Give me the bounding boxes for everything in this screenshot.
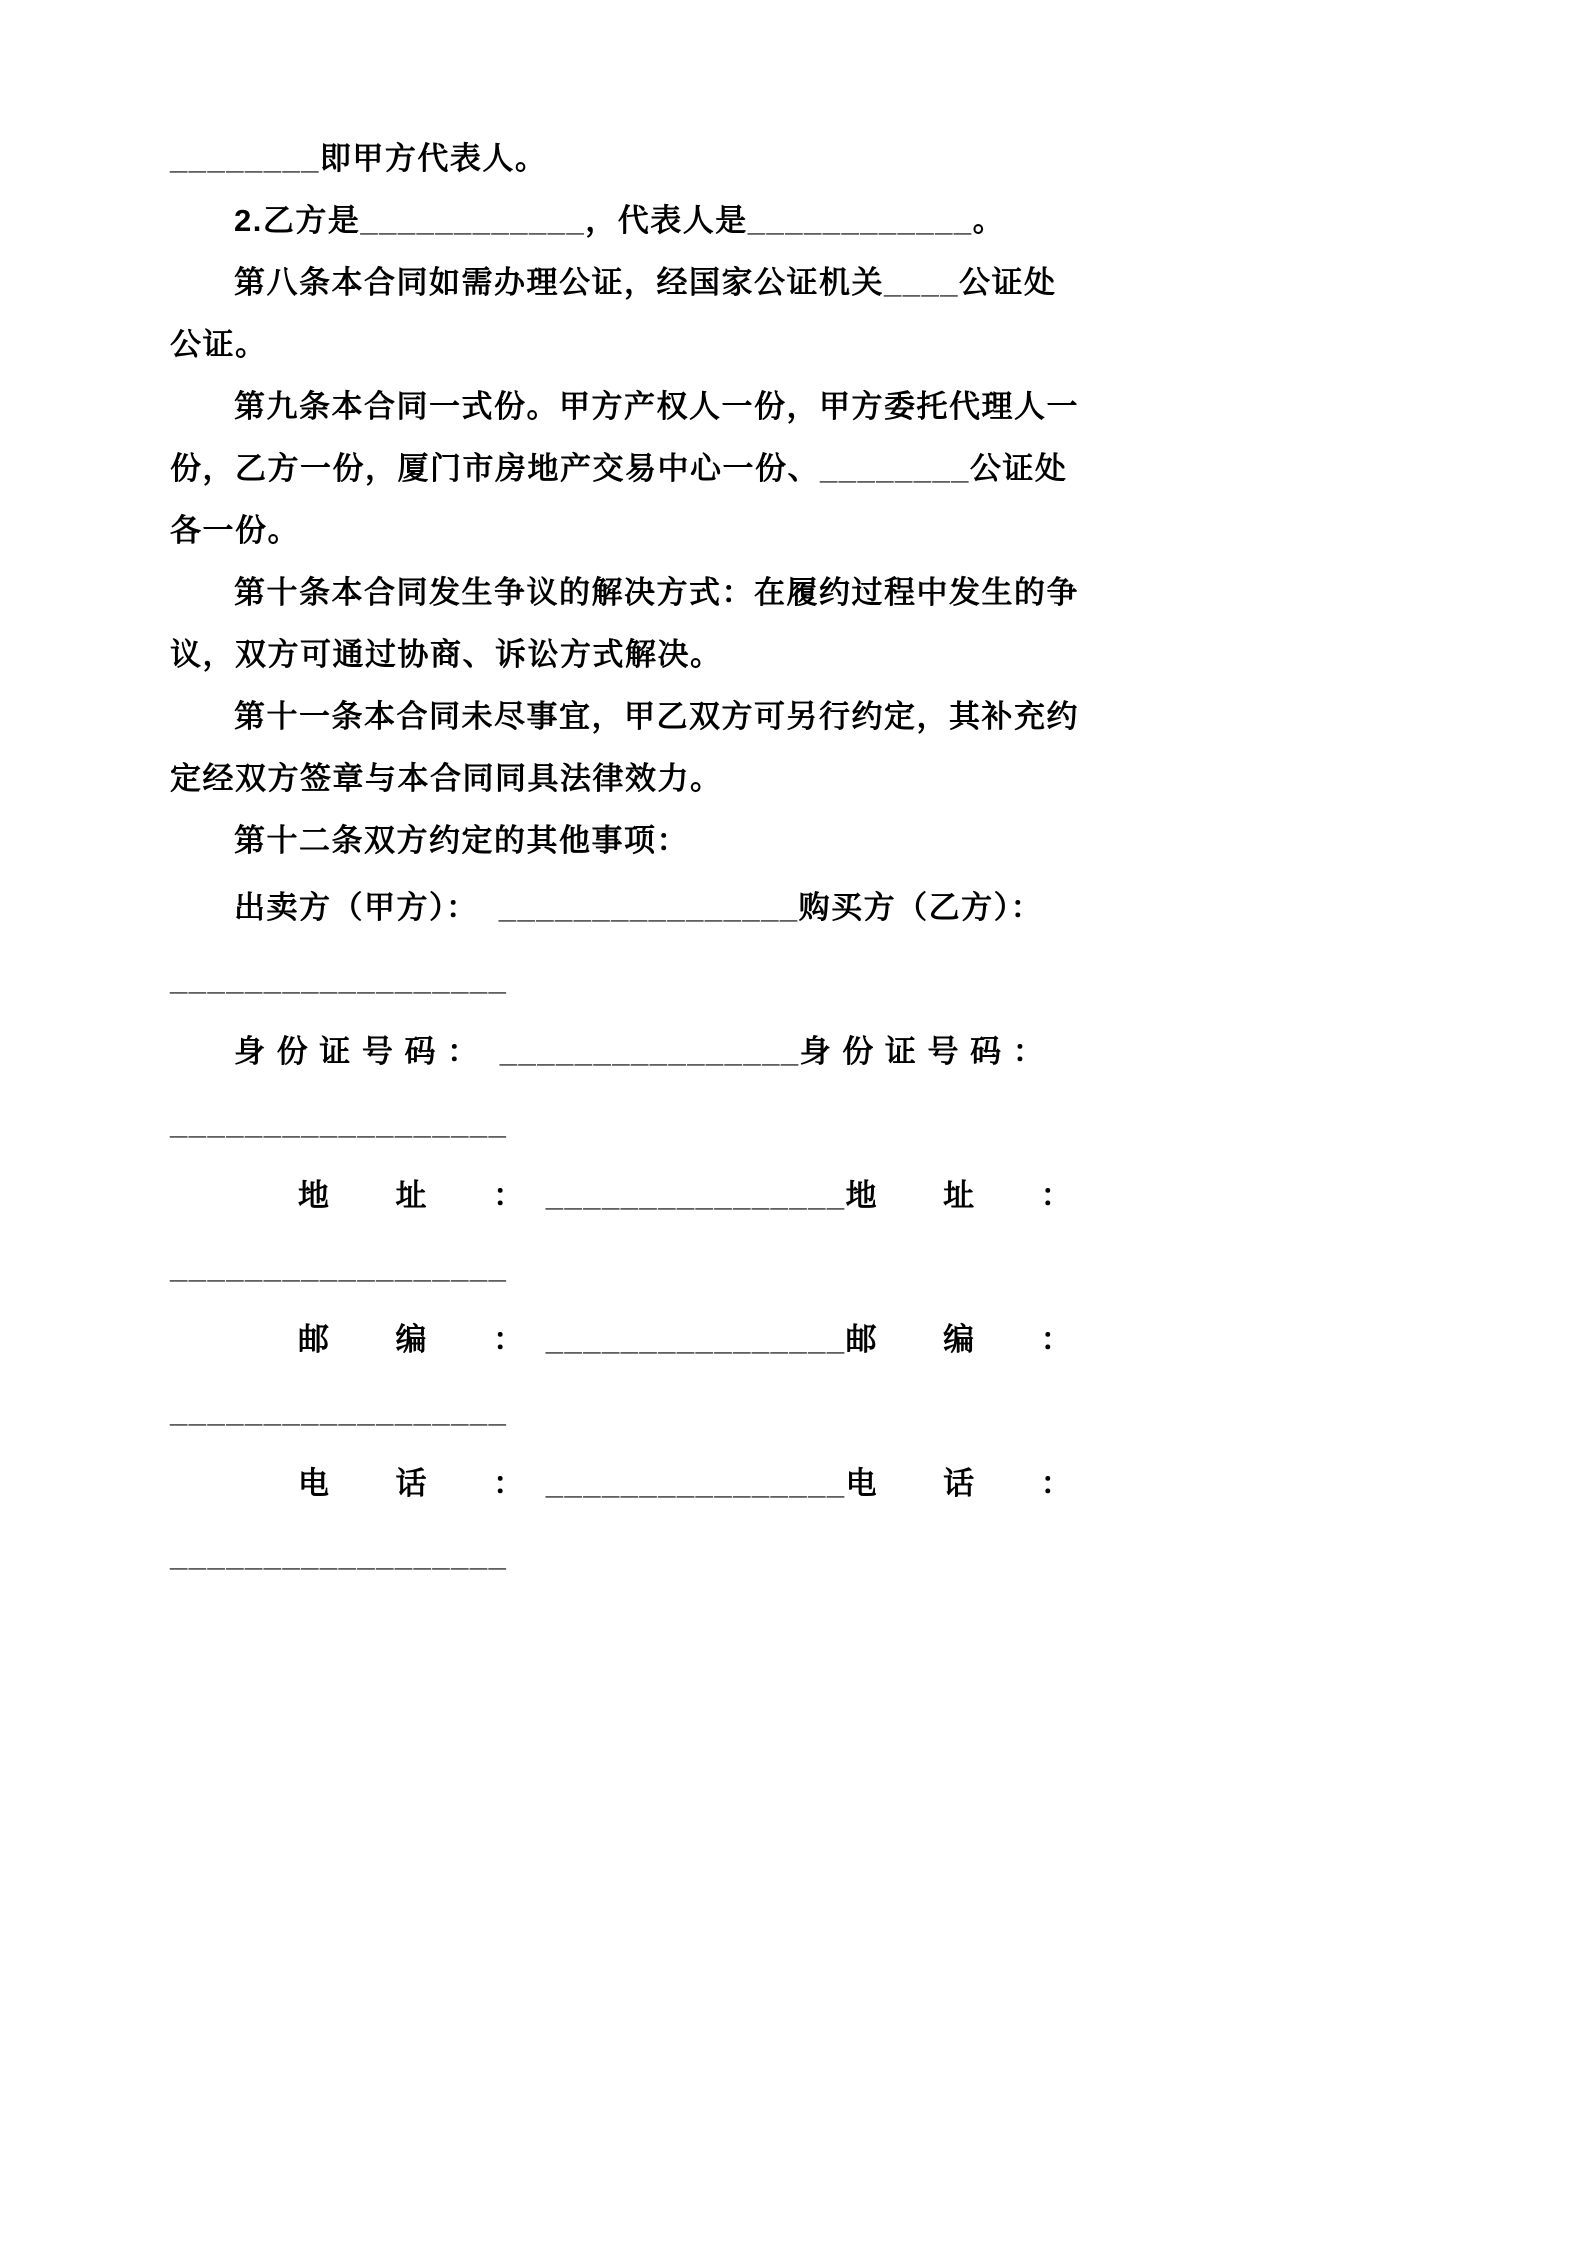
signature-row-id-number: 身 份 证 号 码 ： ________________身 份 证 号 码 ： [234, 1034, 1046, 1069]
contract-line: ________即甲方代表人。 [170, 141, 548, 176]
signature-blank-line: __________________ [170, 962, 508, 997]
contract-line: 议，双方可通过协商、诉讼方式解决。 [170, 637, 723, 672]
contract-line: 第十一条本合同未尽事宜，甲乙双方可另行约定，其补充约 [234, 699, 1079, 734]
signature-row-postcode: 邮 编 ： ________________邮 编 ： [298, 1322, 1074, 1357]
signature-row-address: 地 址 ： ________________地 址 ： [298, 1178, 1074, 1213]
contract-line: 份，乙方一份，厦门市房地产交易中心一份、________公证处 [170, 451, 1068, 486]
contract-line: 各一份。 [170, 513, 300, 548]
contract-line: 公证。 [170, 327, 268, 362]
signature-blank-line: __________________ [170, 1538, 508, 1573]
signature-row-party-labels: 出卖方（甲方）： ________________购买方（乙方）： [234, 890, 1044, 925]
contract-line: 第十条本合同发生争议的解决方式：在履约过程中发生的争 [234, 575, 1079, 610]
contract-line: 定经双方签章与本合同同具法律效力。 [170, 761, 723, 796]
contract-line: 第十二条双方约定的其他事项： [234, 823, 689, 858]
signature-blank-line: __________________ [170, 1250, 508, 1285]
signature-blank-line: __________________ [170, 1394, 508, 1429]
contract-line: 2.乙方是____________，代表人是____________。 [234, 203, 1006, 238]
signature-row-phone: 电 话 ： ________________电 话 ： [298, 1466, 1074, 1501]
contract-line: 第九条本合同一式份。甲方产权人一份，甲方委托代理人一 [234, 389, 1079, 424]
signature-blank-line: __________________ [170, 1106, 508, 1141]
contract-line: 第八条本合同如需办理公证，经国家公证机关____公证处 [234, 265, 1057, 300]
